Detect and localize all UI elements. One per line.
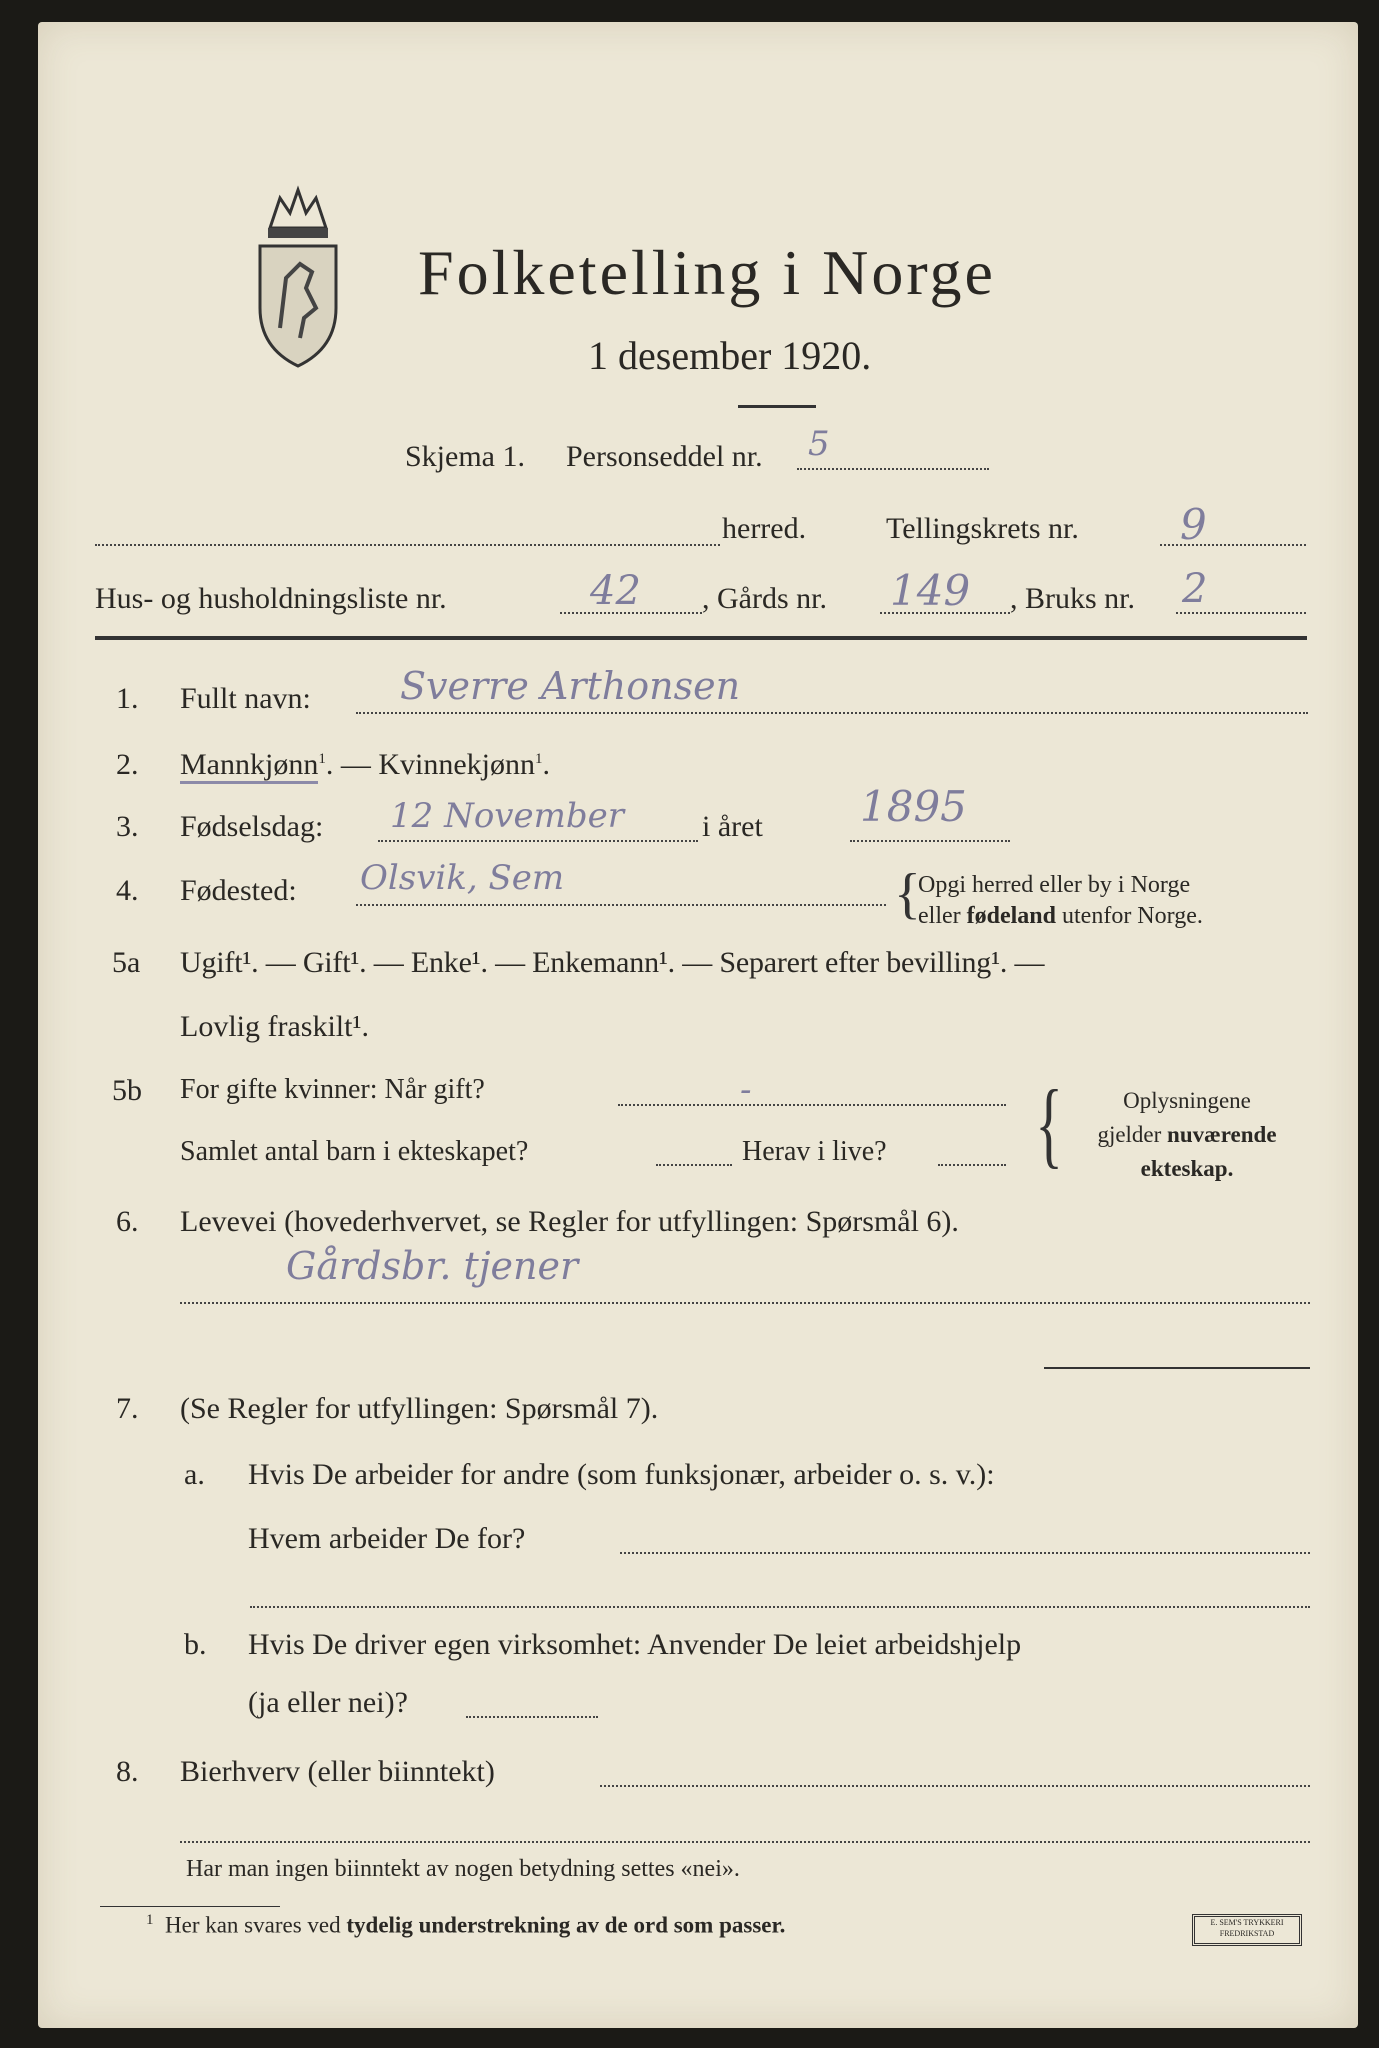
hired-help-field[interactable] — [466, 1716, 598, 1718]
marital-status-divorced[interactable]: Lovlig fraskilt¹. — [180, 1010, 369, 1043]
q8-label: Bierhverv (eller biinntekt) — [180, 1755, 495, 1788]
q5b-number: 5b — [112, 1074, 142, 1107]
side-income-field-line2[interactable] — [180, 1841, 1310, 1843]
employer-field[interactable] — [620, 1552, 1310, 1554]
bruks-field[interactable] — [1176, 612, 1306, 614]
birth-year-value: 1895 — [860, 782, 967, 831]
personseddel-label: Personseddel nr. — [566, 440, 763, 473]
note-bold: fødeland — [966, 903, 1056, 929]
note-bold: nuværende — [1167, 1122, 1277, 1147]
q8-number: 8. — [116, 1755, 139, 1788]
q4-number: 4. — [116, 874, 139, 907]
q1-label: Fullt navn: — [180, 682, 311, 715]
side-income-field[interactable] — [600, 1785, 1310, 1787]
note-text: eller — [918, 903, 967, 929]
marriage-note-line1: Oplysningene — [1123, 1088, 1251, 1113]
sex-options: Mannkjønn$^1$. — Kvinnekjønn$^1$. — [180, 748, 550, 782]
q6-number: 6. — [116, 1205, 139, 1238]
q5a-number: 5a — [112, 946, 141, 979]
printer-stamp: E. SEM'S TRYKKERI FREDRIKSTAD — [1192, 1914, 1302, 1946]
married-when-value: - — [740, 1070, 752, 1110]
footnote-divider — [100, 1906, 280, 1907]
birthplace-field[interactable] — [356, 904, 886, 906]
census-date: 1 desember 1920. — [588, 333, 872, 378]
children-alive-field[interactable] — [938, 1164, 1006, 1166]
tellingskrets-value: 9 — [1180, 500, 1207, 549]
footnote-mark: 1 — [146, 1912, 154, 1928]
bruks-label: , Bruks nr. — [1010, 582, 1136, 615]
norwegian-coat-of-arms-icon — [250, 168, 346, 368]
marriage-note-line3: ekteskap. — [1140, 1156, 1234, 1181]
occupation-value: Gårdsbr. tjener — [286, 1244, 579, 1288]
birthday-field[interactable] — [378, 840, 698, 842]
q7a-text: Hvis De arbeider for andre (som funksjonær, arbeider o. s. v.): — [248, 1458, 995, 1491]
married-when-field[interactable] — [618, 1104, 1006, 1106]
gards-label: , Gårds nr. — [702, 582, 827, 615]
q2-number: 2. — [116, 748, 139, 781]
q7b-number: b. — [184, 1628, 207, 1661]
marriage-note — [1062, 1084, 1312, 1186]
sex-option-female[interactable]: Kvinnekjønn — [378, 748, 535, 781]
brace-icon: { — [894, 863, 921, 925]
personseddel-value: 5 — [808, 424, 830, 464]
personseddel-field[interactable] — [797, 468, 989, 470]
children-label: Samlet antal barn i ekteskapet? — [180, 1136, 529, 1167]
birth-year-field[interactable] — [850, 840, 1010, 842]
children-alive-label: Herav i live? — [742, 1136, 887, 1167]
skjema-label: Skjema 1. — [405, 440, 525, 473]
year-label: i året — [702, 810, 763, 843]
sex-end: . — [542, 748, 550, 781]
q3-label: Fødselsdag: — [180, 810, 324, 843]
q6-label: Levevei (hovederhvervet, se Regler for utfyllingen: Spørsmål 6). — [180, 1205, 959, 1238]
q7b-text: Hvis De driver egen virksomhet: Anvender De leiet arbeidshjelp — [248, 1628, 1022, 1661]
page-title: Folketelling i Norge — [418, 237, 996, 308]
occupation-field[interactable] — [180, 1302, 1310, 1304]
hus-label: Hus- og husholdningsliste nr. — [95, 582, 447, 615]
bruks-value: 2 — [1182, 566, 1208, 612]
q7-number: 7. — [116, 1392, 139, 1425]
side-income-note: Har man ingen biinntekt av nogen betydning settes «nei». — [186, 1856, 740, 1882]
full-name-value: Sverre Arthonsen — [400, 664, 741, 708]
birthday-value: 12 November — [390, 796, 624, 836]
gards-value: 149 — [890, 566, 971, 615]
full-name-field[interactable] — [356, 712, 1308, 714]
title-divider — [738, 405, 816, 408]
footnote — [146, 1912, 785, 1939]
note-text: utenfor Norge. — [1056, 903, 1203, 929]
employer-label: Hvem arbeider De for? — [248, 1522, 526, 1555]
q3-number: 3. — [116, 810, 139, 843]
q1-number: 1. — [116, 682, 139, 715]
brace-icon: { — [1035, 1070, 1063, 1177]
birthplace-note — [918, 870, 1203, 932]
hus-value: 42 — [590, 568, 641, 614]
tellingskrets-label: Tellingskrets nr. — [886, 512, 1079, 545]
footnote-text: Her kan svares ved — [165, 1912, 347, 1938]
birthplace-value: Olsvik, Sem — [360, 858, 565, 898]
marriage-note-line2 — [1062, 1118, 1312, 1152]
birthplace-note-line1: Opgi herred eller by i Norge — [918, 872, 1191, 898]
hired-help-label: (ja eller nei)? — [248, 1686, 408, 1719]
q7-label: (Se Regler for utfyllingen: Spørsmål 7). — [180, 1392, 659, 1425]
q4-label: Fødested: — [180, 874, 297, 907]
married-when-label: For gifte kvinner: Når gift? — [180, 1074, 485, 1105]
employer-field-line2[interactable] — [250, 1606, 1310, 1608]
herred-field[interactable] — [95, 544, 720, 546]
children-field[interactable] — [656, 1164, 732, 1166]
sex-option-male[interactable]: Mannkjønn — [180, 748, 318, 784]
sex-separator: . — — [325, 748, 379, 781]
q7a-number: a. — [184, 1458, 205, 1491]
footnote-text-bold: tydelig understrekning av de ord som passer. — [346, 1912, 786, 1938]
note-text: gjelder — [1097, 1122, 1168, 1147]
marital-status-options[interactable]: Ugift¹. — Gift¹. — Enke¹. — Enkemann¹. — Separert efter bevilling¹. — — [180, 946, 1045, 979]
herred-label: herred. — [722, 512, 807, 545]
occupation-line — [1044, 1367, 1310, 1369]
birthplace-note-line2 — [918, 901, 1203, 932]
header-divider — [95, 636, 1307, 640]
